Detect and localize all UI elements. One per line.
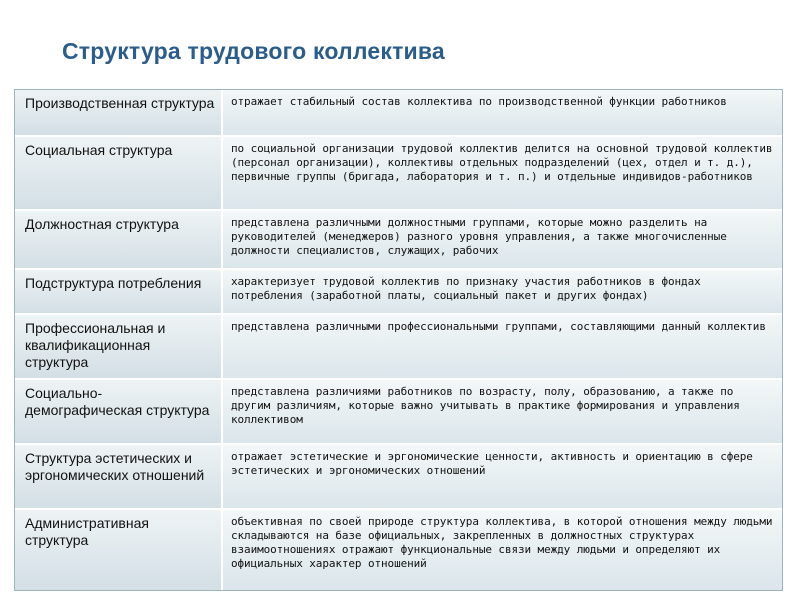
structure-description: представлена различными должностными группами, которые можно разделить на руководителей (менеджеров) разного уровня управления, а также многочисленные должности специалистов, служащих, рабочих: [223, 211, 782, 268]
structure-name: Структура эстетических и эргономических отношений: [15, 445, 223, 508]
structure-description: по социальной организации трудовой коллектив делится на основной трудовой коллектив (персонал организации), коллективы отдельных подразделений (цех, отдел и т. д.), первичные группы (бригада, лаборатория и т. п.) и отдельные индивидов-работников: [223, 137, 782, 209]
structure-name: Профессиональная и квалификационная структура: [15, 315, 223, 378]
structure-name: Социальная структура: [15, 137, 223, 209]
structure-description: представлена различными профессиональными группами, составляющими данный коллектив: [223, 315, 782, 378]
table-row: [15, 313, 782, 378]
table-row: [15, 209, 782, 268]
table-row: [15, 378, 782, 443]
structure-table: [14, 89, 783, 591]
structure-name: Социально-демографическая структура: [15, 380, 223, 443]
structure-description: объективная по своей природе структура коллектива, в которой отношения между людьми складываются на базе официальных, закрепленных в должностных структурах взаимоотношениях отражают функциональные связи между людьми и определяют их официальных характер отношений: [223, 510, 782, 590]
structure-description: отражает стабильный состав коллектива по производственной функции работников: [223, 90, 782, 135]
structure-name: Должностная структура: [15, 211, 223, 268]
table-row: [15, 268, 782, 313]
structure-name: Подструктура потребления: [15, 270, 223, 313]
table-row: [15, 135, 782, 209]
table-row: [15, 508, 782, 590]
table-row: [15, 443, 782, 508]
structure-description: отражает эстетические и эргономические ценности, активность и ориентацию в сфере эстетических и эргономических отношений: [223, 445, 782, 508]
page-title: Структура трудового коллектива: [62, 38, 445, 64]
table-row: [15, 90, 782, 135]
structure-description: характеризует трудовой коллектив по признаку участия работников в фондах потребления (заработной платы, социальный пакет и других фондах): [223, 270, 782, 313]
structure-name: Производственная структура: [15, 90, 223, 135]
structure-description: представлена различиями работников по возрасту, полу, образованию, а также по другим различиям, которые важно учитывать в практике формирования и управления коллективом: [223, 380, 782, 443]
structure-name: Административная структура: [15, 510, 223, 590]
